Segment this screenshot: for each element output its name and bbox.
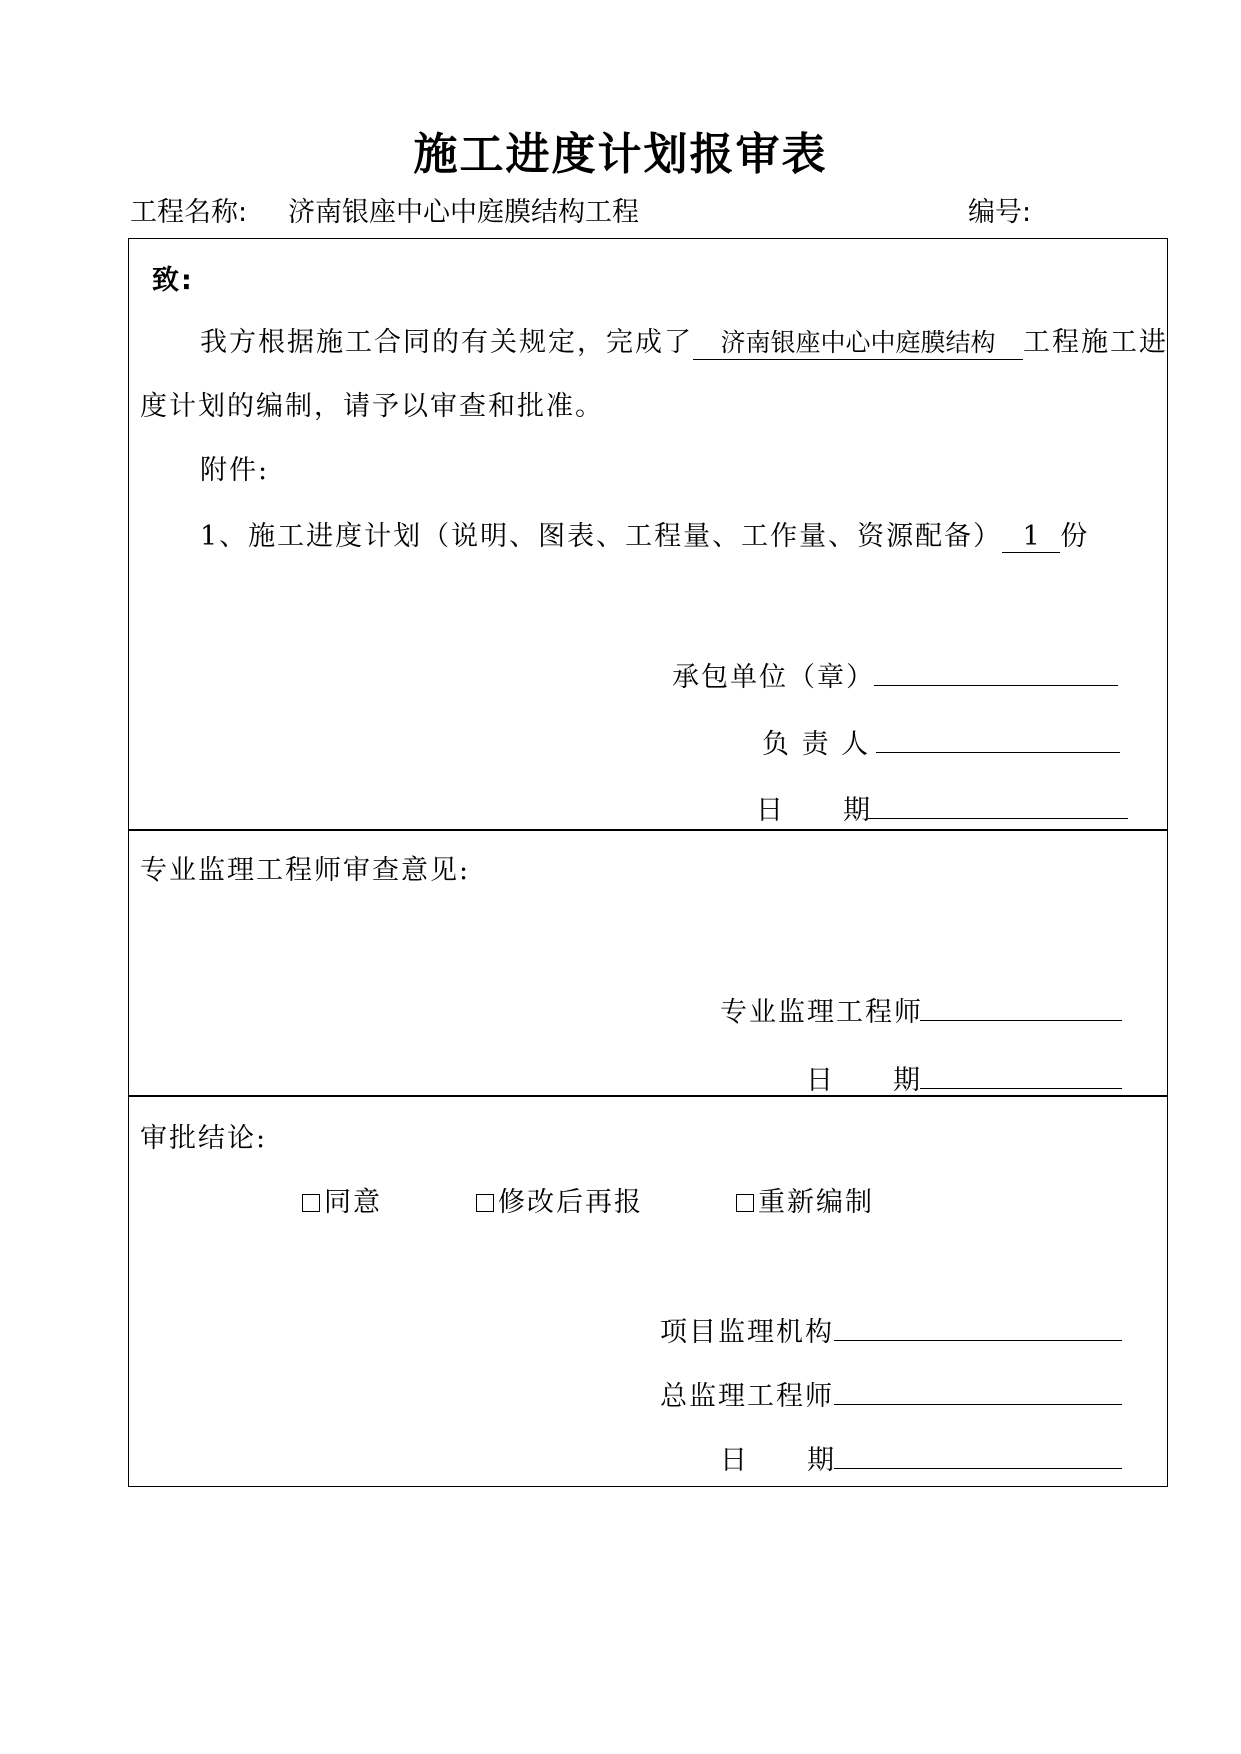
engineer-sign-label: 专业监理工程师 (720, 997, 923, 1028)
supervision-org-line (834, 1340, 1122, 1341)
responsible-person-label: 负 责 人 (762, 729, 871, 760)
option-agree[interactable] (302, 1180, 382, 1219)
contractor-seal-label: 承包单位（章） (672, 662, 875, 693)
paragraph-prefix: 我方根据施工合同的有关规定，完成了 (200, 327, 693, 358)
attachment-description: 1、施工进度计划（说明、图表、工程量、工作量、资源配备） (200, 521, 1003, 552)
section-divider-2 (128, 1095, 1168, 1097)
engineer-date-label: 日 期 (806, 1065, 922, 1096)
project-name-label: 工程名称: (130, 197, 248, 228)
approval-conclusion-label: 审批结论: (140, 1123, 268, 1154)
paragraph-suffix: 工程施工进 (1023, 327, 1168, 358)
attachment-label: 附件: (200, 455, 270, 486)
checkbox-revise-resubmit[interactable] (476, 1194, 494, 1212)
option-revise-resubmit[interactable] (476, 1180, 643, 1219)
chief-engineer-label: 总监理工程师 (660, 1381, 834, 1412)
supervision-org-label: 项目监理机构 (660, 1317, 834, 1348)
approval-date-line (834, 1468, 1122, 1469)
submission-paragraph (200, 320, 1168, 360)
attachment-unit: 份 (1060, 521, 1090, 552)
chief-engineer-line (834, 1404, 1122, 1405)
option-recompile-label: 重新编制 (758, 1187, 874, 1218)
attachment-count: 1 (1002, 521, 1060, 553)
responsible-person-line (876, 752, 1120, 753)
engineer-sign-line (920, 1020, 1122, 1021)
checkbox-recompile[interactable] (736, 1194, 754, 1212)
contractor-date-label: 日 期 (756, 795, 872, 826)
option-agree-label: 同意 (324, 1187, 382, 1218)
approval-date-label: 日 期 (720, 1445, 836, 1476)
checkbox-agree[interactable] (302, 1194, 320, 1212)
contractor-date-line (868, 818, 1128, 819)
paragraph-line-2: 度计划的编制，请予以审查和批准。 (140, 391, 604, 422)
engineer-review-label: 专业监理工程师审查意见: (140, 855, 471, 886)
option-recompile[interactable] (736, 1180, 874, 1219)
contractor-seal-line (874, 685, 1118, 686)
option-revise-resubmit-label: 修改后再报 (498, 1187, 643, 1218)
attachment-item (200, 514, 1089, 553)
page-title: 施工进度计划报审表 (413, 129, 828, 180)
project-name-value: 济南银座中心中庭膜结构工程 (288, 197, 639, 228)
paragraph-project-name: 济南银座中心中庭膜结构 (693, 323, 1023, 360)
section-divider-1 (128, 829, 1168, 831)
number-label: 编号: (968, 197, 1032, 228)
engineer-date-line (920, 1088, 1122, 1089)
to-label: 致: (152, 265, 194, 296)
